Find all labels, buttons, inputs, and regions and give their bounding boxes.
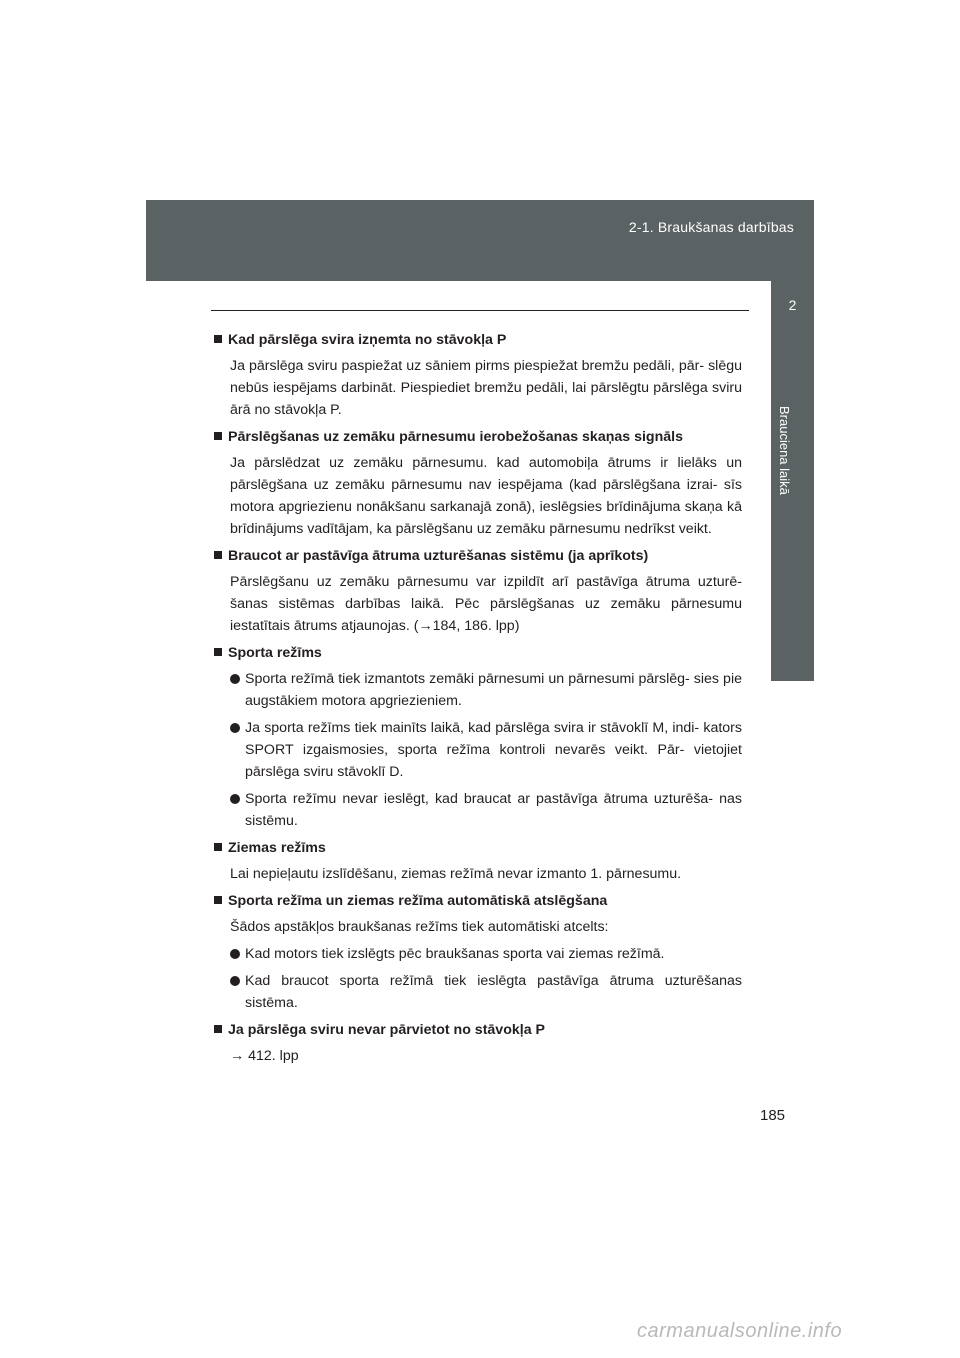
page-number: 185: [760, 1107, 786, 1124]
section-lever-stuck-in-p: [213, 1019, 742, 1067]
section-heading: Pārslēgšanas uz zemāku pārnesumu ierobežošanas skaņas signāls: [228, 429, 683, 445]
round-bullet-icon: [230, 674, 240, 684]
chapter-number: 2: [788, 297, 797, 313]
section-paragraph: Lai nepieļautu izslīdēšanu, ziemas režīmā nevar izmanto 1. pārnesumu.: [230, 866, 682, 882]
square-bullet-icon: [214, 432, 222, 440]
list-item: Kad motors tiek izslēgts pēc braukšanas sporta vai ziemas režīmā.: [213, 943, 742, 965]
section-auto-cancel: [213, 890, 742, 1014]
section-shift-lever-from-p: [213, 329, 742, 421]
square-bullet-icon: [214, 1025, 222, 1033]
section-downshift-buzzer: [213, 426, 742, 540]
round-bullet-icon: [230, 976, 240, 986]
chapter-title: Brauciena laikā: [777, 406, 792, 495]
section-heading: Sporta režīma un ziemas režīma automātiskā atslēgšana: [228, 893, 608, 909]
chapter-side-tab: [771, 281, 814, 681]
square-bullet-icon: [214, 551, 222, 559]
section-heading: Ziemas režīms: [228, 840, 326, 856]
round-bullet-icon: [230, 949, 240, 959]
section-winter-mode: [213, 837, 742, 885]
section-heading: Sporta režīms: [228, 645, 322, 661]
section-paragraph: Šādos apstākļos braukšanas režīms tiek automātiski atcelts:: [230, 919, 609, 935]
page-content: [213, 329, 742, 1072]
section-paragraph: Ja pārslēga sviru paspiežat uz sāniem pirms piespiežat bremžu pedāli, pār- slēgu nebūs iespējams darbināt. Piespiediet bremžu pedāli, lai pārslēgtu pārslēga sviru ārā no stāvokļa P.: [230, 358, 742, 418]
section-paragraph: Ja pārslēdzat uz zemāku pārnesumu. kad automobiļa ātrums ir lielāks un pārslēgšana uz zemāku pārnesumu nav iespējama (kad pārslēgšana izrai- sīs motora apgriezienu nonākšanu sarkanajā zonā), ieslēgsies brīdinājuma skaņa kā brīdinājums vadītājam, ka pārslēgšanu uz zemāku pārnesumu nedrīkst veikt.: [230, 455, 742, 537]
square-bullet-icon: [214, 335, 222, 343]
round-bullet-icon: [230, 723, 240, 733]
square-bullet-icon: [214, 843, 222, 851]
section-heading: Ja pārslēga sviru nevar pārvietot no stāvokļa P: [228, 1022, 545, 1038]
header-band: [146, 200, 814, 281]
section-paragraph: Pārslēgšanu uz zemāku pārnesumu var izpildīt arī pastāvīga ātruma uzturē- šanas sistēmas darbības laikā. Pēc pārslēgšanas uz zemāku pārnesumu iestatītais ātrums atjaunojas. (→184, 186. lpp): [230, 574, 742, 634]
list-item: Ja sporta režīms tiek mainīts laikā, kad pārslēga svira ir stāvoklī M, indi- kators SPORT izgaismosies, sporta režīma kontroli nevarēs veikt. Pār- vietojiet pārslēga sviru stāvoklī D.: [213, 717, 742, 783]
section-title: 2-1. Braukšanas darbības: [628, 219, 794, 235]
list-item: Sporta režīmu nevar ieslēgt, kad braucat ar pastāvīga ātruma uzturēša- nas sistēmu.: [213, 788, 742, 832]
section-heading: Kad pārslēga svira izņemta no stāvokļa P: [228, 332, 507, 348]
square-bullet-icon: [214, 648, 222, 656]
list-item: Sporta režīmā tiek izmantots zemāki pārnesumi un pārnesumi pārslēg- sies pie augstākiem motora apgriezieniem.: [213, 668, 742, 712]
page-reference-link[interactable]: → 412. lpp: [230, 1048, 299, 1064]
top-rule: [211, 310, 749, 311]
square-bullet-icon: [214, 896, 222, 904]
section-heading: Braucot ar pastāvīga ātruma uzturēšanas sistēmu (ja aprīkots): [228, 548, 649, 564]
round-bullet-icon: [230, 794, 240, 804]
section-cruise-control: [213, 545, 742, 637]
section-sport-mode: [213, 642, 742, 832]
list-item: Kad braucot sporta režīmā tiek ieslēgta pastāvīga ātruma uzturēšanas sistēma.: [213, 970, 742, 1014]
watermark: carmanualsonline.info: [637, 1320, 843, 1342]
